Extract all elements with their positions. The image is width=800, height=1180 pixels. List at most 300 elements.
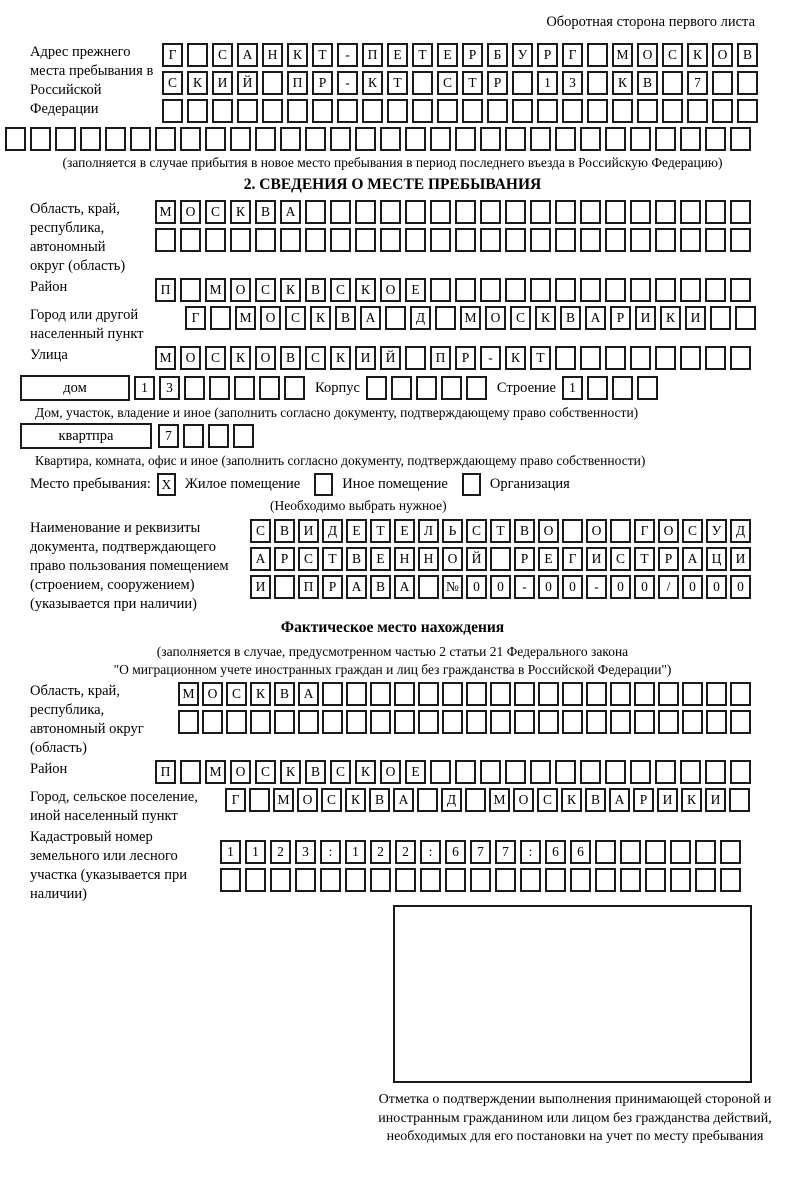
char-cell[interactable]	[655, 760, 676, 784]
char-cell[interactable]	[705, 760, 726, 784]
char-cell[interactable]	[737, 99, 758, 123]
char-cell[interactable]	[710, 306, 731, 330]
char-cell[interactable]	[355, 200, 376, 224]
char-cell[interactable]: К	[535, 306, 556, 330]
char-cell[interactable]: Р	[514, 547, 535, 571]
char-cell[interactable]	[262, 99, 283, 123]
prev-address-cells-row-2[interactable]	[162, 71, 758, 95]
cadastral-cells-row-1[interactable]	[220, 840, 741, 864]
char-cell[interactable]	[455, 228, 476, 252]
char-cell[interactable]	[370, 710, 391, 734]
char-cell[interactable]	[226, 710, 247, 734]
char-cell[interactable]	[562, 682, 583, 706]
char-cell[interactable]	[630, 200, 651, 224]
char-cell[interactable]: П	[362, 43, 383, 67]
char-cell[interactable]	[705, 228, 726, 252]
char-cell[interactable]	[205, 127, 226, 151]
char-cell[interactable]: Г	[562, 43, 583, 67]
char-cell[interactable]	[366, 376, 387, 400]
char-cell[interactable]: В	[255, 200, 276, 224]
char-cell[interactable]	[645, 840, 666, 864]
s2-district-cells-row[interactable]	[155, 278, 751, 302]
char-cell[interactable]: М	[205, 760, 226, 784]
char-cell[interactable]: И	[730, 547, 751, 571]
stay-type-checkbox-inoe[interactable]	[314, 473, 333, 496]
char-cell[interactable]: :	[320, 840, 341, 864]
char-cell[interactable]: 1	[220, 840, 241, 864]
char-cell[interactable]: М	[235, 306, 256, 330]
char-cell[interactable]: М	[155, 200, 176, 224]
char-cell[interactable]: Т	[462, 71, 483, 95]
char-cell[interactable]: К	[561, 788, 582, 812]
prev-address-cells-row-1[interactable]	[162, 43, 758, 67]
char-cell[interactable]: Р	[274, 547, 295, 571]
char-cell[interactable]	[212, 99, 233, 123]
char-cell[interactable]	[298, 710, 319, 734]
char-cell[interactable]	[180, 127, 201, 151]
char-cell[interactable]	[405, 228, 426, 252]
char-cell[interactable]: Й	[237, 71, 258, 95]
char-cell[interactable]	[237, 99, 258, 123]
char-cell[interactable]: О	[297, 788, 318, 812]
char-cell[interactable]: Д	[322, 519, 343, 543]
doc-cells-row-2[interactable]	[250, 547, 751, 571]
char-cell[interactable]	[538, 682, 559, 706]
char-cell[interactable]	[720, 840, 741, 864]
korpus-cells[interactable]	[366, 376, 487, 400]
char-cell[interactable]	[155, 228, 176, 252]
char-cell[interactable]	[680, 760, 701, 784]
char-cell[interactable]	[220, 868, 241, 892]
char-cell[interactable]: Г	[162, 43, 183, 67]
char-cell[interactable]	[255, 228, 276, 252]
char-cell[interactable]: Р	[455, 346, 476, 370]
char-cell[interactable]	[405, 346, 426, 370]
char-cell[interactable]	[680, 127, 701, 151]
char-cell[interactable]: 3	[562, 71, 583, 95]
char-cell[interactable]: К	[280, 760, 301, 784]
char-cell[interactable]	[180, 760, 201, 784]
char-cell[interactable]	[412, 71, 433, 95]
char-cell[interactable]	[417, 788, 438, 812]
char-cell[interactable]: Р	[610, 306, 631, 330]
char-cell[interactable]: О	[260, 306, 281, 330]
char-cell[interactable]	[530, 278, 551, 302]
char-cell[interactable]	[280, 127, 301, 151]
cadastral-cells-row-2[interactable]	[220, 868, 741, 892]
char-cell[interactable]: Н	[394, 547, 415, 571]
char-cell[interactable]	[514, 682, 535, 706]
char-cell[interactable]	[480, 278, 501, 302]
char-cell[interactable]: С	[321, 788, 342, 812]
char-cell[interactable]	[250, 710, 271, 734]
char-cell[interactable]	[695, 868, 716, 892]
char-cell[interactable]: К	[330, 346, 351, 370]
char-cell[interactable]	[355, 127, 376, 151]
char-cell[interactable]: В	[305, 760, 326, 784]
char-cell[interactable]	[187, 43, 208, 67]
char-cell[interactable]: Е	[387, 43, 408, 67]
char-cell[interactable]: 0	[538, 575, 559, 599]
char-cell[interactable]	[670, 840, 691, 864]
char-cell[interactable]	[587, 99, 608, 123]
char-cell[interactable]: 7	[470, 840, 491, 864]
char-cell[interactable]	[202, 710, 223, 734]
char-cell[interactable]	[720, 868, 741, 892]
char-cell[interactable]: Г	[562, 547, 583, 571]
char-cell[interactable]	[487, 99, 508, 123]
char-cell[interactable]	[514, 710, 535, 734]
char-cell[interactable]	[105, 127, 126, 151]
char-cell[interactable]: 6	[570, 840, 591, 864]
char-cell[interactable]	[730, 228, 751, 252]
char-cell[interactable]	[395, 868, 416, 892]
char-cell[interactable]	[455, 200, 476, 224]
char-cell[interactable]	[430, 228, 451, 252]
char-cell[interactable]	[682, 710, 703, 734]
char-cell[interactable]: Т	[490, 519, 511, 543]
char-cell[interactable]	[330, 228, 351, 252]
char-cell[interactable]	[530, 127, 551, 151]
char-cell[interactable]: И	[212, 71, 233, 95]
char-cell[interactable]: С	[250, 519, 271, 543]
char-cell[interactable]	[587, 71, 608, 95]
char-cell[interactable]	[418, 575, 439, 599]
char-cell[interactable]	[730, 710, 751, 734]
char-cell[interactable]	[430, 200, 451, 224]
char-cell[interactable]: Й	[380, 346, 401, 370]
char-cell[interactable]: П	[430, 346, 451, 370]
char-cell[interactable]	[505, 760, 526, 784]
char-cell[interactable]	[637, 376, 658, 400]
char-cell[interactable]: К	[612, 71, 633, 95]
apartment-number-cells[interactable]	[158, 424, 254, 448]
char-cell[interactable]	[637, 99, 658, 123]
char-cell[interactable]	[312, 99, 333, 123]
char-cell[interactable]	[249, 788, 270, 812]
char-cell[interactable]	[537, 99, 558, 123]
char-cell[interactable]: А	[585, 306, 606, 330]
char-cell[interactable]	[670, 868, 691, 892]
char-cell[interactable]	[209, 376, 230, 400]
char-cell[interactable]	[295, 868, 316, 892]
char-cell[interactable]	[466, 682, 487, 706]
char-cell[interactable]: Е	[538, 547, 559, 571]
char-cell[interactable]	[305, 228, 326, 252]
char-cell[interactable]	[5, 127, 26, 151]
char-cell[interactable]: Г	[185, 306, 206, 330]
char-cell[interactable]: Л	[418, 519, 439, 543]
char-cell[interactable]	[445, 868, 466, 892]
char-cell[interactable]	[130, 127, 151, 151]
char-cell[interactable]	[658, 682, 679, 706]
char-cell[interactable]	[680, 200, 701, 224]
char-cell[interactable]	[562, 99, 583, 123]
char-cell[interactable]: К	[345, 788, 366, 812]
char-cell[interactable]: О	[230, 278, 251, 302]
char-cell[interactable]: :	[420, 840, 441, 864]
char-cell[interactable]	[270, 868, 291, 892]
char-cell[interactable]	[183, 424, 204, 448]
char-cell[interactable]	[208, 424, 229, 448]
char-cell[interactable]: И	[250, 575, 271, 599]
char-cell[interactable]	[455, 127, 476, 151]
char-cell[interactable]: А	[298, 682, 319, 706]
char-cell[interactable]	[562, 710, 583, 734]
char-cell[interactable]	[730, 127, 751, 151]
char-cell[interactable]	[322, 682, 343, 706]
char-cell[interactable]: -	[337, 43, 358, 67]
char-cell[interactable]: 0	[730, 575, 751, 599]
char-cell[interactable]: 1	[537, 71, 558, 95]
char-cell[interactable]: 0	[706, 575, 727, 599]
char-cell[interactable]	[662, 71, 683, 95]
char-cell[interactable]: С	[330, 278, 351, 302]
char-cell[interactable]	[730, 200, 751, 224]
char-cell[interactable]: Т	[634, 547, 655, 571]
s3-region-cells-row-1[interactable]	[178, 682, 751, 706]
char-cell[interactable]: И	[657, 788, 678, 812]
char-cell[interactable]	[705, 346, 726, 370]
char-cell[interactable]	[505, 200, 526, 224]
char-cell[interactable]	[210, 306, 231, 330]
char-cell[interactable]: Д	[441, 788, 462, 812]
char-cell[interactable]: 2	[270, 840, 291, 864]
char-cell[interactable]	[580, 127, 601, 151]
char-cell[interactable]: В	[346, 547, 367, 571]
char-cell[interactable]	[394, 710, 415, 734]
char-cell[interactable]	[418, 710, 439, 734]
char-cell[interactable]: 7	[495, 840, 516, 864]
char-cell[interactable]	[555, 228, 576, 252]
char-cell[interactable]	[655, 127, 676, 151]
char-cell[interactable]	[512, 99, 533, 123]
char-cell[interactable]	[480, 200, 501, 224]
char-cell[interactable]: Ь	[442, 519, 463, 543]
char-cell[interactable]	[570, 868, 591, 892]
char-cell[interactable]: Р	[312, 71, 333, 95]
char-cell[interactable]	[284, 376, 305, 400]
char-cell[interactable]: О	[538, 519, 559, 543]
char-cell[interactable]: С	[285, 306, 306, 330]
char-cell[interactable]	[205, 228, 226, 252]
char-cell[interactable]	[530, 228, 551, 252]
char-cell[interactable]: Р	[537, 43, 558, 67]
char-cell[interactable]: Т	[412, 43, 433, 67]
char-cell[interactable]: О	[658, 519, 679, 543]
char-cell[interactable]: О	[380, 760, 401, 784]
char-cell[interactable]: К	[287, 43, 308, 67]
char-cell[interactable]	[730, 346, 751, 370]
char-cell[interactable]: В	[369, 788, 390, 812]
char-cell[interactable]: П	[155, 760, 176, 784]
s2-region-cells-row-1[interactable]	[155, 200, 751, 224]
char-cell[interactable]	[658, 710, 679, 734]
char-cell[interactable]	[580, 278, 601, 302]
char-cell[interactable]	[416, 376, 437, 400]
char-cell[interactable]: В	[560, 306, 581, 330]
char-cell[interactable]: Е	[405, 760, 426, 784]
char-cell[interactable]: Т	[312, 43, 333, 67]
char-cell[interactable]: С	[437, 71, 458, 95]
char-cell[interactable]: Г	[225, 788, 246, 812]
char-cell[interactable]: 3	[295, 840, 316, 864]
char-cell[interactable]: О	[586, 519, 607, 543]
char-cell[interactable]	[586, 710, 607, 734]
char-cell[interactable]	[412, 99, 433, 123]
char-cell[interactable]	[630, 127, 651, 151]
char-cell[interactable]: С	[466, 519, 487, 543]
char-cell[interactable]: У	[706, 519, 727, 543]
char-cell[interactable]: К	[362, 71, 383, 95]
char-cell[interactable]: И	[635, 306, 656, 330]
char-cell[interactable]	[441, 376, 462, 400]
char-cell[interactable]	[362, 99, 383, 123]
char-cell[interactable]: 0	[610, 575, 631, 599]
char-cell[interactable]	[178, 710, 199, 734]
doc-cells-row-1[interactable]	[250, 519, 751, 543]
char-cell[interactable]	[705, 278, 726, 302]
char-cell[interactable]	[605, 278, 626, 302]
char-cell[interactable]	[394, 682, 415, 706]
char-cell[interactable]	[387, 99, 408, 123]
char-cell[interactable]: 1	[245, 840, 266, 864]
char-cell[interactable]: К	[230, 200, 251, 224]
char-cell[interactable]	[562, 519, 583, 543]
char-cell[interactable]: -	[586, 575, 607, 599]
stroenie-cells[interactable]	[562, 376, 658, 400]
char-cell[interactable]: К	[230, 346, 251, 370]
char-cell[interactable]: А	[360, 306, 381, 330]
char-cell[interactable]: М	[155, 346, 176, 370]
char-cell[interactable]	[480, 127, 501, 151]
char-cell[interactable]: К	[280, 278, 301, 302]
char-cell[interactable]	[605, 228, 626, 252]
char-cell[interactable]	[680, 346, 701, 370]
char-cell[interactable]	[385, 306, 406, 330]
char-cell[interactable]: П	[155, 278, 176, 302]
char-cell[interactable]	[455, 760, 476, 784]
char-cell[interactable]	[234, 376, 255, 400]
char-cell[interactable]: П	[298, 575, 319, 599]
char-cell[interactable]	[245, 868, 266, 892]
char-cell[interactable]	[55, 127, 76, 151]
char-cell[interactable]: 6	[545, 840, 566, 864]
char-cell[interactable]	[355, 228, 376, 252]
char-cell[interactable]	[512, 71, 533, 95]
char-cell[interactable]	[555, 200, 576, 224]
char-cell[interactable]: -	[480, 346, 501, 370]
char-cell[interactable]: В	[585, 788, 606, 812]
stay-type-checkbox-zhiloe[interactable]: X	[157, 473, 176, 496]
char-cell[interactable]: П	[287, 71, 308, 95]
char-cell[interactable]: Й	[466, 547, 487, 571]
char-cell[interactable]	[162, 99, 183, 123]
char-cell[interactable]	[655, 200, 676, 224]
char-cell[interactable]	[706, 710, 727, 734]
char-cell[interactable]	[287, 99, 308, 123]
char-cell[interactable]: И	[705, 788, 726, 812]
house-number-cells[interactable]	[134, 376, 305, 400]
doc-cells-row-3[interactable]	[250, 575, 751, 599]
char-cell[interactable]	[480, 760, 501, 784]
char-cell[interactable]	[682, 682, 703, 706]
char-cell[interactable]: -	[337, 71, 358, 95]
s2-street-cells-row[interactable]	[155, 346, 751, 370]
s3-district-cells-row[interactable]	[155, 760, 751, 784]
char-cell[interactable]: Н	[418, 547, 439, 571]
char-cell[interactable]	[462, 99, 483, 123]
char-cell[interactable]	[370, 682, 391, 706]
char-cell[interactable]	[187, 99, 208, 123]
char-cell[interactable]	[418, 682, 439, 706]
char-cell[interactable]	[430, 278, 451, 302]
char-cell[interactable]: С	[305, 346, 326, 370]
char-cell[interactable]: 7	[158, 424, 179, 448]
char-cell[interactable]	[655, 346, 676, 370]
char-cell[interactable]	[634, 710, 655, 734]
char-cell[interactable]	[630, 228, 651, 252]
char-cell[interactable]: Д	[730, 519, 751, 543]
char-cell[interactable]	[470, 868, 491, 892]
char-cell[interactable]: В	[274, 682, 295, 706]
char-cell[interactable]	[645, 868, 666, 892]
char-cell[interactable]	[405, 127, 426, 151]
char-cell[interactable]	[730, 278, 751, 302]
char-cell[interactable]: К	[660, 306, 681, 330]
char-cell[interactable]: А	[280, 200, 301, 224]
char-cell[interactable]: С	[682, 519, 703, 543]
char-cell[interactable]	[274, 710, 295, 734]
char-cell[interactable]	[587, 43, 608, 67]
char-cell[interactable]	[695, 840, 716, 864]
char-cell[interactable]: Т	[530, 346, 551, 370]
char-cell[interactable]	[610, 682, 631, 706]
char-cell[interactable]	[680, 278, 701, 302]
char-cell[interactable]: 0	[466, 575, 487, 599]
char-cell[interactable]: А	[394, 575, 415, 599]
char-cell[interactable]	[737, 71, 758, 95]
char-cell[interactable]: С	[662, 43, 683, 67]
char-cell[interactable]: К	[310, 306, 331, 330]
char-cell[interactable]	[706, 682, 727, 706]
char-cell[interactable]	[545, 868, 566, 892]
char-cell[interactable]	[655, 228, 676, 252]
char-cell[interactable]	[155, 127, 176, 151]
char-cell[interactable]: О	[255, 346, 276, 370]
char-cell[interactable]	[729, 788, 750, 812]
s2-region-cells-row-2[interactable]	[155, 228, 751, 252]
char-cell[interactable]	[420, 868, 441, 892]
char-cell[interactable]	[495, 868, 516, 892]
char-cell[interactable]	[655, 278, 676, 302]
char-cell[interactable]: О	[442, 547, 463, 571]
char-cell[interactable]: С	[610, 547, 631, 571]
char-cell[interactable]	[520, 868, 541, 892]
char-cell[interactable]: И	[586, 547, 607, 571]
char-cell[interactable]: С	[330, 760, 351, 784]
char-cell[interactable]: С	[255, 760, 276, 784]
char-cell[interactable]	[305, 200, 326, 224]
char-cell[interactable]	[380, 127, 401, 151]
char-cell[interactable]	[346, 682, 367, 706]
char-cell[interactable]: О	[485, 306, 506, 330]
char-cell[interactable]	[380, 200, 401, 224]
char-cell[interactable]	[620, 840, 641, 864]
char-cell[interactable]	[255, 127, 276, 151]
char-cell[interactable]: О	[230, 760, 251, 784]
char-cell[interactable]	[262, 71, 283, 95]
